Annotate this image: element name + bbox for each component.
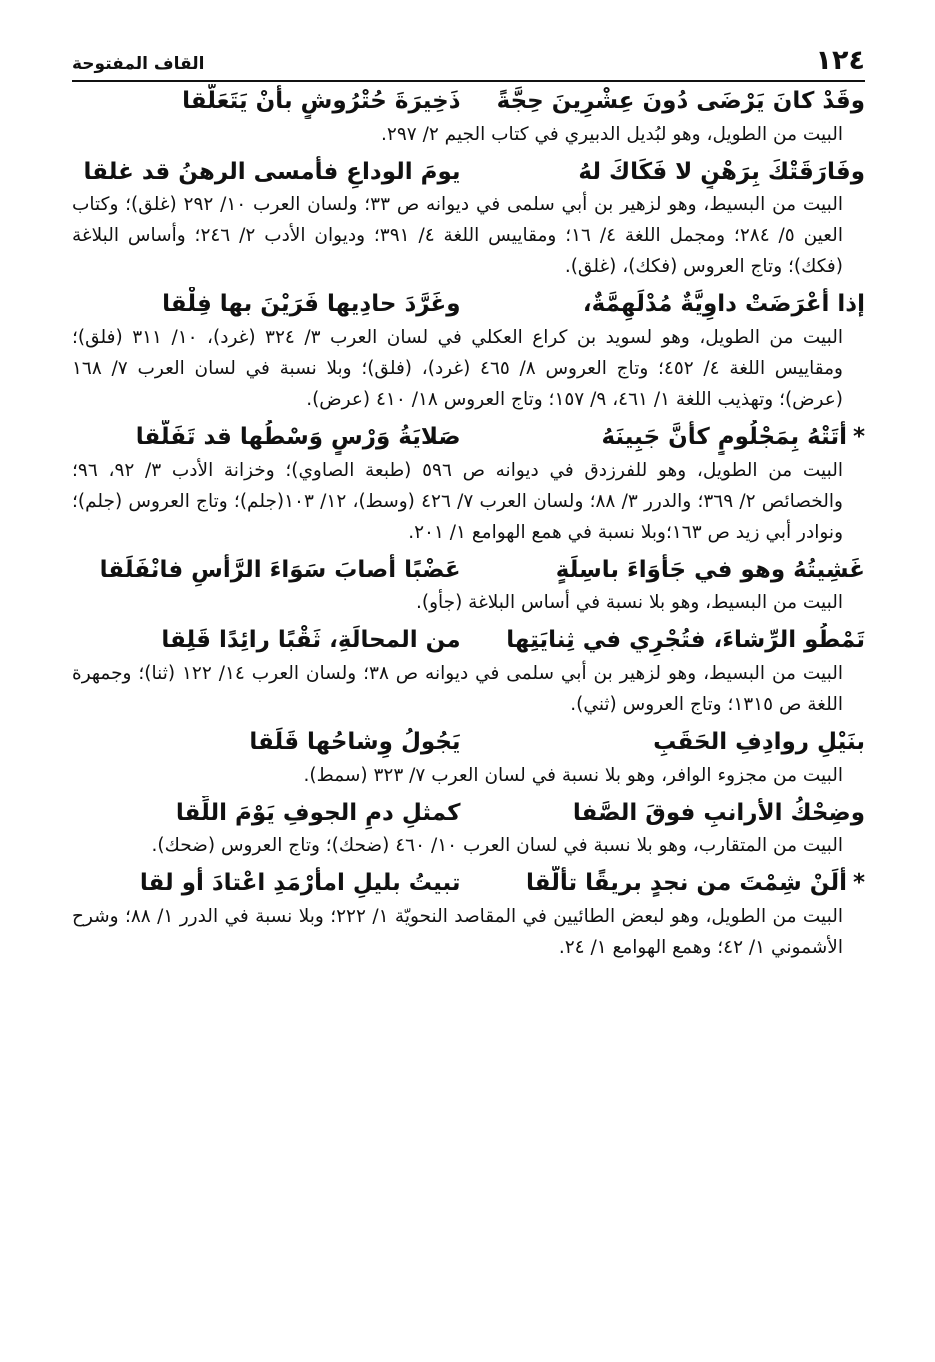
verse-note: البيت من الطويل، وهو للفرزدق في ديوانه ص ٥٩٦ (طبعة الصاوي)؛ وخزانة الأدب ٣/ ٩٢، ٩٦؛ والخصائص ٢/ ٣٦٩؛ والدرر ٣/ ٨٨؛ ولسان العرب ٧/ ٤٢٦ (وسط)، ١٢/ ١٠٣(جلم)؛ وتاج العروس (جلم)؛ ونوادر أبي زيد ص ١٦٣؛وبلا نسبة في همع الهوامع ١/ ٢٠١. — [72, 459, 843, 543]
verse-line — [72, 623, 865, 658]
verse-note: البيت من البسيط، وهو لزهير بن أبي سلمى في ديوانه ص ٣٨؛ ولسان العرب ١٤/ ١٢٢ (ثنا)؛ وجمهرة اللغة ص ١٣١٥؛ وتاج العروس (ثني). — [72, 662, 843, 715]
verse-entry — [72, 84, 865, 150]
verse-line — [72, 796, 865, 831]
first-hemistich — [492, 420, 865, 455]
second-hemistich: يومَ الوداعِ فأمسى الرهنُ قد غلقا — [83, 158, 461, 185]
verse-entry — [72, 155, 865, 283]
verse-line — [72, 866, 865, 901]
first-hemistich: إذا أعْرَضَتْ داوِيَّةٌ مُدْلَهِمَّةٌ، — [582, 291, 865, 318]
verse-line — [72, 420, 865, 455]
first-hemistich: غَشِيتُهُ وهو في جَأْوَاءَ باسِلَةٍ — [555, 556, 865, 583]
second-hemistich: تبيتُ بليلِ امأرْمَدِ اعْتادَ أو لقا — [139, 870, 461, 897]
star-marker: * — [852, 870, 865, 897]
second-hemistich: وغَرَّدَ حادِيها فَرَيْنَ بها فِلْقا — [162, 291, 461, 318]
page-header — [72, 42, 865, 82]
first-hemistich: وقَدْ كانَ يَرْضَى دُونَ عِشْرِينَ حِجَّةً — [496, 88, 865, 114]
verse-note: البيت من الطويل، وهو لبُديل الدبيري في كتاب الجيم ٢/ ٢٩٧. — [381, 123, 843, 145]
first-hemistich — [492, 866, 865, 901]
verse-note: البيت من البسيط، وهو لزهير بن أبي سلمى في ديوانه ص ٣٣؛ ولسان العرب ١٠/ ٢٩٢ (غلق)؛ وكتاب العين ٥/ ٢٨٤؛ ومجمل اللغة ٤/ ١٦؛ ومقاييس اللغة ٤/ ٣٩١؛ وديوان الأدب ٢/ ٢٤٦؛ وأساس البلاغة (فكك)؛ وتاج العروس (فكك)، (غلق). — [72, 194, 843, 278]
second-hemistich: يَجُولُ وِشاحُها قَلَقا — [249, 729, 461, 756]
second-hemistich: صَلايَةُ وَرْسٍ وَسْطُها قد تَفَلَّقا — [135, 424, 461, 451]
first-hemistich-text: ألَنْ شِمْتَ من نجدٍ بريقًا تألَّقا — [526, 870, 847, 897]
verse-line — [72, 84, 865, 119]
running-head: القاف المفتوحة — [72, 54, 205, 74]
verse-entry — [72, 796, 865, 862]
verse-line — [72, 155, 865, 190]
verse-entry — [72, 553, 865, 619]
verse-line — [72, 725, 865, 760]
verse-note: البيت من البسيط، وهو بلا نسبة في أساس البلاغة (جأو). — [415, 592, 843, 614]
page-number: ١٢٤ — [815, 45, 865, 76]
verse-entries — [72, 84, 865, 968]
verse-entry — [72, 420, 865, 548]
verse-entry — [72, 623, 865, 720]
first-hemistich-text: أتَتْهُ بِمَجْلُومٍ كأنَّ جَبِينَهُ — [601, 424, 847, 451]
verse-note: البيت من الطويل، وهو لسويد بن كراع العكلي في لسان العرب ٣/ ٣٢٤ (غرد)، ١٠/ ٣١١ (فلق)؛ ومقاييس اللغة ٤/ ٤٥٢؛ وتاج العروس ٨/ ٤٦٥ (غرد)، (فلق)؛ وبلا نسبة في لسان العرب ٧/ ١٦٨ (عرض)؛ وتهذيب اللغة ١/ ٤٦١، ٩/ ١٥٧؛ وتاج العروس ١٨/ ٤١٠ (عرض). — [72, 326, 843, 410]
verse-note: البيت من المتقارب، وهو بلا نسبة في لسان العرب ١٠/ ٤٦٠ (ضحك)؛ وتاج العروس (ضحك). — [151, 835, 843, 857]
star-marker: * — [852, 424, 865, 451]
verse-note: البيت من مجزوء الوافر، وهو بلا نسبة في لسان العرب ٧/ ٣٢٣ (سمط). — [303, 764, 843, 786]
verse-entry — [72, 725, 865, 791]
second-hemistich: ذَخِيرَةَ حُتْرُوشٍ بأنْ يَتَعَلَّقا — [182, 88, 461, 114]
verse-entry — [72, 287, 865, 415]
verse-entry — [72, 866, 865, 963]
verse-note: البيت من الطويل، وهو لبعض الطائيين في المقاصد النحويّة ١/ ٢٢٢؛ وبلا نسبة في الدرر ١/ ٨٨؛ وشرح الأشموني ١/ ٤٢؛ وهمع الهوامع ١/ ٢٤. — [72, 905, 843, 958]
first-hemistich: بنَيْلِ روادِفِ الحَقَبِ — [653, 729, 865, 756]
second-hemistich: عَضْبًا أصابَ سَوَاءَ الرَّأْسِ فانْفَلَقا — [99, 556, 461, 583]
first-hemistich: تَمْطُو الرِّشاءَ، فتُجْرِي في ثِنايَتِها — [506, 627, 865, 654]
second-hemistich: من المحالَةِ، ثَقْبًا رائِدًا قَلِقا — [161, 627, 461, 654]
verse-line — [72, 287, 865, 322]
first-hemistich: وفَارَقَتْكَ بِرَهْنٍ لا فَكَاكَ لهُ — [578, 158, 865, 185]
verse-line — [72, 553, 865, 588]
first-hemistich: وضِحْكُ الأرانبِ فوقَ الصَّفا — [572, 799, 865, 826]
second-hemistich: كمثلِ دمِ الجوفِ يَوْمَ اللِّقا — [175, 799, 461, 826]
